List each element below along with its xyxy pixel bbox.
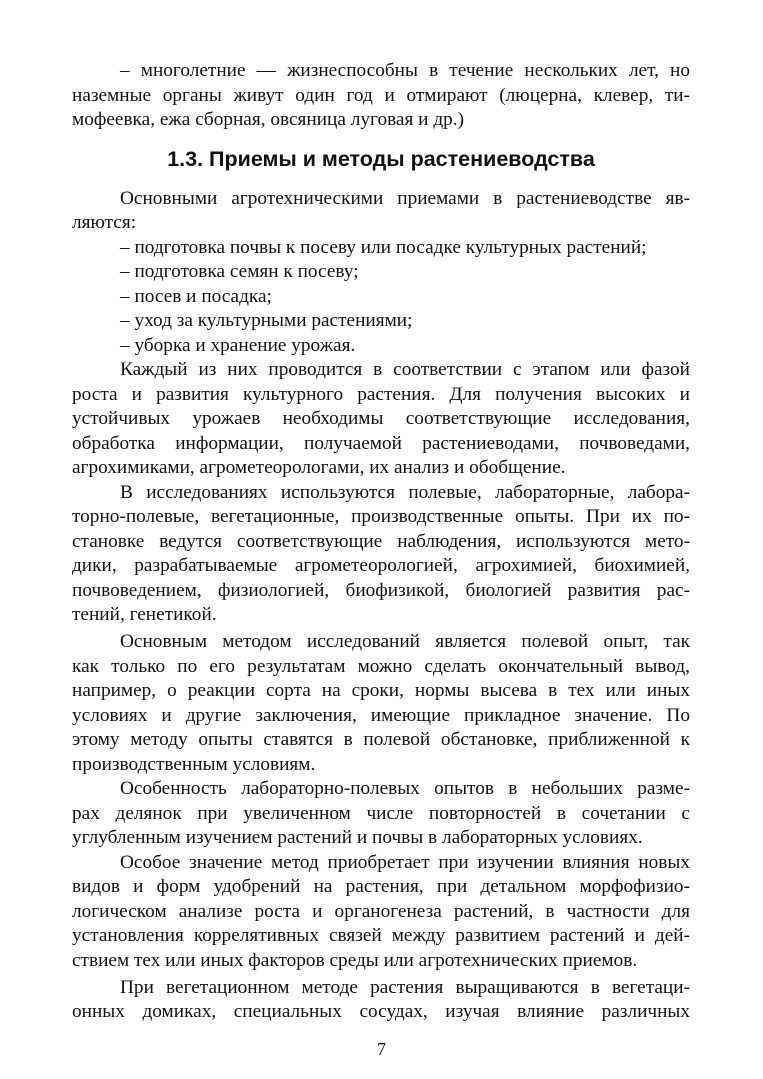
text-line: установления коррелятивных связей между развитием растений и дей- — [72, 925, 690, 946]
text-line: наземные органы живут один год и отмирают (люцерна, клевер, ти- — [72, 84, 690, 106]
page-body — [72, 59, 690, 1025]
list-item: – подготовка семян к посеву; — [120, 261, 359, 282]
list-item: – уборка и хранение урожая. — [120, 334, 356, 356]
text-line: Основным методом исследований является полевой опыт, так — [120, 631, 690, 652]
text-line: этому методу опыты ставятся в полевой обстановке, приближенной к — [72, 729, 690, 750]
paragraph — [72, 851, 690, 974]
page-number: 7 — [377, 1039, 386, 1059]
paragraph — [72, 358, 690, 481]
text-line: В исследованиях используются полевые, лабораторные, лабора- — [120, 481, 690, 503]
text-line: ляются: — [72, 212, 137, 233]
paragraph — [72, 481, 690, 628]
paragraph — [72, 187, 690, 236]
list-item: – посев и посадка; — [120, 285, 272, 307]
text-line: становке ведутся соответствующие наблюдения, используются мето- — [72, 530, 690, 552]
text-line: дики, разрабатываемые агрометеорологией, агрохимией, биохимией, — [72, 555, 690, 576]
text-line: При вегетационном методе растения выращиваются в вегетаци- — [120, 976, 690, 998]
paragraph — [72, 777, 690, 851]
bullet-list — [72, 236, 690, 359]
text-line: торно-полевые, вегетационные, производственные опыты. При их по- — [72, 506, 690, 527]
paragraph — [72, 630, 690, 777]
text-line: Особенность лабораторно-полевых опытов в небольших разме- — [120, 778, 690, 799]
text-line: онных домиках, специальных сосудах, изучая влияние различных — [72, 1001, 690, 1022]
text-line: видов и форм удобрений на растения, при детальном морфофизио- — [72, 876, 690, 897]
text-line: логическом анализе роста и органогенеза растений, в частности для — [72, 900, 690, 922]
section-heading: 1.3. Приемы и методы растениеводства — [167, 146, 595, 171]
text-line: Особое значение метод приобретает при изучении влияния новых — [120, 851, 690, 873]
text-line: Основными агротехническими приемами в растениеводстве яв- — [120, 187, 690, 209]
text-line: мофеевка, ежа сборная, овсяница луговая и др.) — [72, 109, 465, 130]
text-line: условиях и другие заключения, имеющие прикладное значение. По — [72, 704, 690, 726]
paragraph — [72, 976, 690, 1025]
text-line: почвоведением, физиологией, биофизикой, биологией развития рас- — [72, 579, 690, 601]
text-line: рах делянок при увеличенном числе повторностей в сочетании с — [72, 802, 690, 824]
text-line: – многолетние — жизнеспособны в течение нескольких лет, но — [120, 60, 690, 81]
list-item: – уход за культурными растениями; — [120, 310, 413, 331]
text-line: обработка информации, получаемой растениеводами, почвоведами, — [72, 432, 690, 454]
text-line: агрохимиками, агрометеорологами, их анализ и обобщение. — [72, 457, 566, 478]
paragraph — [72, 59, 690, 133]
text-line: тений, генетикой. — [72, 604, 217, 625]
text-line: как только по его результатам можно сделать окончательный вывод, — [72, 655, 690, 677]
text-line: углубленным изучением растений и почвы в лабораторных условиях. — [72, 827, 643, 848]
text-line: устойчивых урожаев необходимы соответствующие исследования, — [72, 408, 690, 429]
list-item: – подготовка почвы к посеву или посадке культурных растений; — [120, 236, 647, 258]
text-line: ствием тех или иных факторов среды или агротехнических приемов. — [72, 949, 638, 971]
text-line: Каждый из них проводится в соответствии с этапом или фазой — [120, 359, 690, 380]
text-line: роста и развития культурного растения. Для получения высоких и — [72, 383, 690, 405]
text-line: например, о реакции сорта на сроки, нормы высева в тех или иных — [72, 680, 690, 701]
text-line: производственным условиям. — [72, 753, 316, 775]
